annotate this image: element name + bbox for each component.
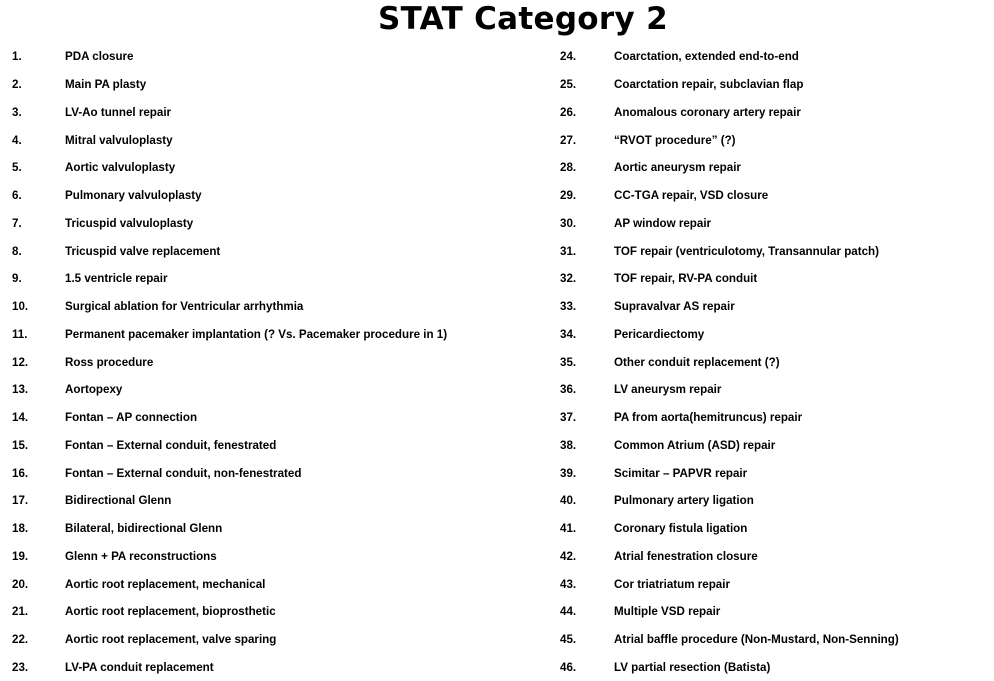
list-item	[560, 459, 990, 487]
item-label: Ross procedure	[65, 356, 153, 369]
item-label: LV-Ao tunnel repair	[65, 106, 171, 119]
list-item	[12, 459, 532, 487]
list-item	[12, 376, 532, 404]
list-item	[12, 99, 532, 127]
item-number: 6.	[12, 189, 65, 202]
item-label: Coarctation repair, subclavian flap	[614, 78, 803, 91]
list-item	[12, 321, 532, 349]
item-number: 25.	[560, 78, 614, 91]
list-item	[12, 210, 532, 238]
item-label: Aortopexy	[65, 383, 122, 396]
list-item	[560, 404, 990, 432]
item-number: 17.	[12, 494, 65, 507]
item-number: 42.	[560, 550, 614, 563]
list-item	[12, 265, 532, 293]
item-label: Mitral valvuloplasty	[65, 134, 173, 147]
item-number: 24.	[560, 50, 614, 63]
item-label: Coarctation, extended end-to-end	[614, 50, 799, 63]
item-label: Main PA plasty	[65, 78, 146, 91]
item-label: Common Atrium (ASD) repair	[614, 439, 775, 452]
list-item	[12, 626, 532, 654]
item-label: PDA closure	[65, 50, 134, 63]
item-number: 43.	[560, 578, 614, 591]
item-label: AP window repair	[614, 217, 711, 230]
item-number: 3.	[12, 106, 65, 119]
item-label: Fontan – External conduit, fenestrated	[65, 439, 276, 452]
list-item	[560, 626, 990, 654]
item-number: 44.	[560, 605, 614, 618]
item-number: 34.	[560, 328, 614, 341]
list-item	[560, 654, 990, 681]
item-label: Aortic valvuloplasty	[65, 161, 175, 174]
list-item	[12, 598, 532, 626]
list-item	[560, 237, 990, 265]
list-item	[560, 432, 990, 460]
item-number: 29.	[560, 189, 614, 202]
item-label: Pulmonary artery ligation	[614, 494, 754, 507]
item-label: Glenn + PA reconstructions	[65, 550, 217, 563]
list-item	[12, 515, 532, 543]
item-number: 31.	[560, 245, 614, 258]
item-label: Aortic root replacement, valve sparing	[65, 633, 276, 646]
list-item	[560, 99, 990, 127]
item-number: 37.	[560, 411, 614, 424]
list-item	[12, 543, 532, 571]
item-number: 13.	[12, 383, 65, 396]
item-number: 45.	[560, 633, 614, 646]
item-label: Aortic aneurysm repair	[614, 161, 741, 174]
item-label: LV aneurysm repair	[614, 383, 721, 396]
item-number: 28.	[560, 161, 614, 174]
item-label: 1.5 ventricle repair	[65, 272, 167, 285]
list-item	[560, 154, 990, 182]
list-item	[560, 265, 990, 293]
item-number: 39.	[560, 467, 614, 480]
item-number: 23.	[12, 661, 65, 674]
item-number: 4.	[12, 134, 65, 147]
item-label: LV-PA conduit replacement	[65, 661, 214, 674]
item-number: 32.	[560, 272, 614, 285]
list-item	[12, 293, 532, 321]
item-number: 26.	[560, 106, 614, 119]
item-number: 41.	[560, 522, 614, 535]
list-item	[12, 570, 532, 598]
item-number: 12.	[12, 356, 65, 369]
item-number: 10.	[12, 300, 65, 313]
item-number: 14.	[12, 411, 65, 424]
list-item	[12, 43, 532, 71]
item-label: Tricuspid valvuloplasty	[65, 217, 193, 230]
item-number: 1.	[12, 50, 65, 63]
item-number: 46.	[560, 661, 614, 674]
list-item	[560, 71, 990, 99]
list-item	[560, 598, 990, 626]
item-label: “RVOT procedure” (?)	[614, 134, 736, 147]
item-number: 20.	[12, 578, 65, 591]
list-item	[560, 515, 990, 543]
item-number: 38.	[560, 439, 614, 452]
item-label: Surgical ablation for Ventricular arrhythmia	[65, 300, 303, 313]
item-label: Coronary fistula ligation	[614, 522, 747, 535]
item-number: 19.	[12, 550, 65, 563]
item-label: Fontan – AP connection	[65, 411, 197, 424]
item-label: TOF repair (ventriculotomy, Transannular patch)	[614, 245, 879, 258]
list-item	[12, 487, 532, 515]
list-item	[560, 376, 990, 404]
item-number: 18.	[12, 522, 65, 535]
item-label: Cor triatriatum repair	[614, 578, 730, 591]
item-number: 5.	[12, 161, 65, 174]
item-label: Pericardiectomy	[614, 328, 704, 341]
procedure-list-left	[12, 43, 532, 681]
item-label: Aortic root replacement, mechanical	[65, 578, 265, 591]
list-item	[560, 570, 990, 598]
item-number: 27.	[560, 134, 614, 147]
item-number: 30.	[560, 217, 614, 230]
item-label: CC-TGA repair, VSD closure	[614, 189, 768, 202]
item-label: Fontan – External conduit, non-fenestrated	[65, 467, 301, 480]
item-number: 7.	[12, 217, 65, 230]
procedure-list-right	[560, 43, 990, 681]
list-item	[12, 404, 532, 432]
item-number: 40.	[560, 494, 614, 507]
item-number: 16.	[12, 467, 65, 480]
item-number: 33.	[560, 300, 614, 313]
list-item	[560, 487, 990, 515]
item-number: 8.	[12, 245, 65, 258]
list-item	[12, 654, 532, 681]
list-item	[560, 210, 990, 238]
item-label: Aortic root replacement, bioprosthetic	[65, 605, 276, 618]
item-label: Atrial fenestration closure	[614, 550, 758, 563]
item-label: Multiple VSD repair	[614, 605, 720, 618]
item-number: 35.	[560, 356, 614, 369]
list-item	[560, 321, 990, 349]
list-item	[12, 237, 532, 265]
item-number: 2.	[12, 78, 65, 91]
item-label: TOF repair, RV-PA conduit	[614, 272, 757, 285]
list-item	[560, 43, 990, 71]
item-number: 11.	[12, 328, 65, 341]
item-label: Anomalous coronary artery repair	[614, 106, 801, 119]
item-label: Supravalvar AS repair	[614, 300, 735, 313]
list-item	[560, 182, 990, 210]
list-item	[12, 348, 532, 376]
item-number: 21.	[12, 605, 65, 618]
item-label: Bidirectional Glenn	[65, 494, 171, 507]
item-number: 36.	[560, 383, 614, 396]
list-item	[12, 126, 532, 154]
list-item	[12, 182, 532, 210]
list-item	[560, 293, 990, 321]
list-item	[560, 126, 990, 154]
item-label: Pulmonary valvuloplasty	[65, 189, 202, 202]
item-label: LV partial resection (Batista)	[614, 661, 770, 674]
item-number: 22.	[12, 633, 65, 646]
item-number: 9.	[12, 272, 65, 285]
item-number: 15.	[12, 439, 65, 452]
item-label: Scimitar – PAPVR repair	[614, 467, 747, 480]
item-label: Atrial baffle procedure (Non-Mustard, Non-Senning)	[614, 633, 899, 646]
item-label: Tricuspid valve replacement	[65, 245, 220, 258]
list-item	[12, 71, 532, 99]
item-label: PA from aorta(hemitruncus) repair	[614, 411, 802, 424]
item-label: Other conduit replacement (?)	[614, 356, 780, 369]
list-item	[560, 348, 990, 376]
item-label: Permanent pacemaker implantation (? Vs. Pacemaker procedure in 1)	[65, 328, 447, 341]
list-item	[12, 154, 532, 182]
list-item	[560, 543, 990, 571]
page-title: STAT Category 2	[330, 0, 716, 40]
item-label: Bilateral, bidirectional Glenn	[65, 522, 222, 535]
list-item	[12, 432, 532, 460]
